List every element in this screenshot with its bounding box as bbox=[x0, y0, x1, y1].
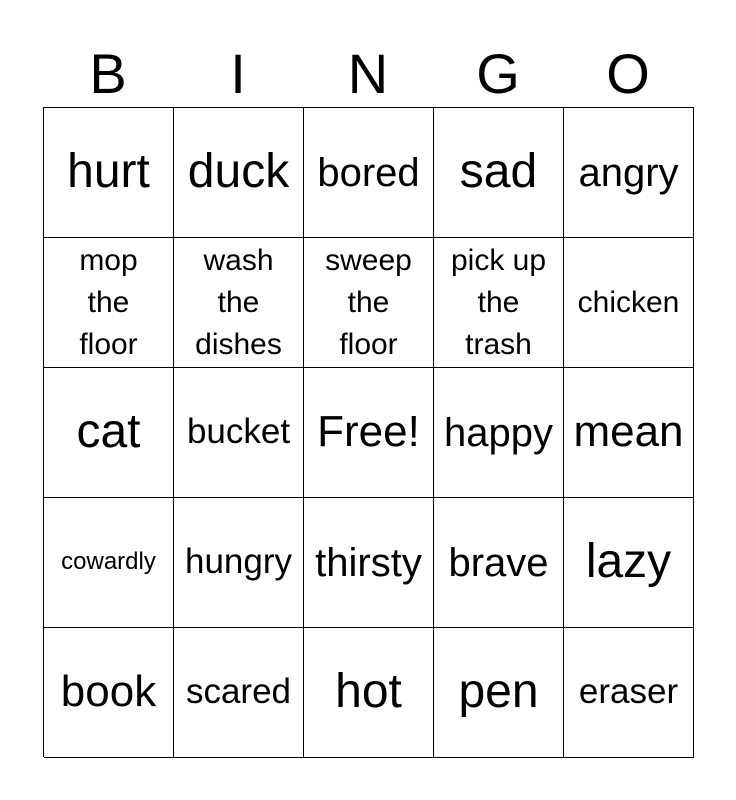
cell-line: floor bbox=[79, 327, 138, 361]
cell-text bbox=[79, 240, 137, 366]
cell-text: sad bbox=[459, 145, 538, 199]
bingo-cell[interactable] bbox=[304, 108, 434, 238]
bingo-cell[interactable] bbox=[174, 108, 304, 238]
bingo-cell[interactable] bbox=[304, 238, 434, 368]
cell-text: pen bbox=[458, 665, 539, 719]
bingo-cell[interactable] bbox=[304, 628, 434, 758]
bingo-cell[interactable] bbox=[44, 368, 174, 498]
bingo-cell[interactable] bbox=[174, 628, 304, 758]
bingo-cell[interactable] bbox=[174, 368, 304, 498]
cell-line: wash bbox=[203, 243, 274, 277]
cell-text: bucket bbox=[186, 412, 291, 452]
header-letter-i: I bbox=[230, 42, 246, 105]
header-letter-g: G bbox=[476, 42, 520, 105]
bingo-cell[interactable] bbox=[434, 108, 564, 238]
bingo-cell[interactable] bbox=[434, 368, 564, 498]
cell-line: sweep bbox=[325, 243, 412, 277]
cell-text: thirsty bbox=[315, 540, 422, 585]
bingo-cell[interactable] bbox=[44, 108, 174, 238]
cell-text bbox=[451, 240, 546, 366]
cell-text bbox=[195, 240, 282, 366]
free-space-cell[interactable] bbox=[304, 368, 434, 498]
bingo-cell[interactable] bbox=[304, 498, 434, 628]
cell-text: angry bbox=[578, 150, 679, 195]
bingo-cell[interactable] bbox=[44, 498, 174, 628]
cell-text: eraser bbox=[578, 672, 679, 712]
cell-text: hungry bbox=[184, 542, 293, 582]
bingo-cell[interactable] bbox=[564, 108, 694, 238]
cell-line: pick up bbox=[450, 243, 547, 277]
bingo-cell[interactable] bbox=[174, 498, 304, 628]
bingo-cell[interactable] bbox=[44, 628, 174, 758]
bingo-cell[interactable] bbox=[564, 498, 694, 628]
header-letter-b: B bbox=[89, 42, 127, 105]
bingo-cell[interactable] bbox=[564, 238, 694, 368]
cell-text: hot bbox=[335, 665, 402, 719]
cell-text: lazy bbox=[585, 535, 672, 589]
cell-line: mop bbox=[79, 243, 138, 277]
cell-line: the bbox=[87, 285, 130, 319]
cell-text: brave bbox=[448, 540, 549, 585]
cell-line: the bbox=[477, 285, 520, 319]
cell-text: book bbox=[60, 667, 157, 717]
cell-line: dishes bbox=[195, 327, 282, 361]
cell-text: mean bbox=[573, 407, 684, 457]
bingo-cell[interactable] bbox=[564, 628, 694, 758]
cell-line: the bbox=[217, 285, 260, 319]
cell-text: hurt bbox=[67, 145, 150, 199]
bingo-cell[interactable] bbox=[174, 238, 304, 368]
cell-line: the bbox=[347, 285, 390, 319]
cell-text: scared bbox=[185, 672, 292, 712]
header-letter-o: O bbox=[606, 42, 650, 105]
bingo-cell[interactable] bbox=[434, 498, 564, 628]
cell-text: duck bbox=[187, 145, 290, 199]
bingo-cell[interactable] bbox=[44, 238, 174, 368]
cell-text: cowardly bbox=[61, 548, 156, 576]
cell-text bbox=[325, 240, 412, 366]
cell-text: chicken bbox=[577, 286, 680, 319]
cell-text: cat bbox=[76, 405, 141, 459]
bingo-board bbox=[43, 107, 694, 757]
bingo-header bbox=[43, 40, 693, 108]
cell-line: trash bbox=[465, 327, 532, 361]
cell-text: Free! bbox=[317, 407, 420, 457]
bingo-cell[interactable] bbox=[434, 628, 564, 758]
bingo-cell[interactable] bbox=[434, 238, 564, 368]
cell-line: floor bbox=[339, 327, 398, 361]
cell-text: happy bbox=[444, 410, 553, 455]
cell-text: bored bbox=[317, 150, 420, 195]
bingo-cell[interactable] bbox=[564, 368, 694, 498]
header-letter-n: N bbox=[347, 42, 389, 105]
